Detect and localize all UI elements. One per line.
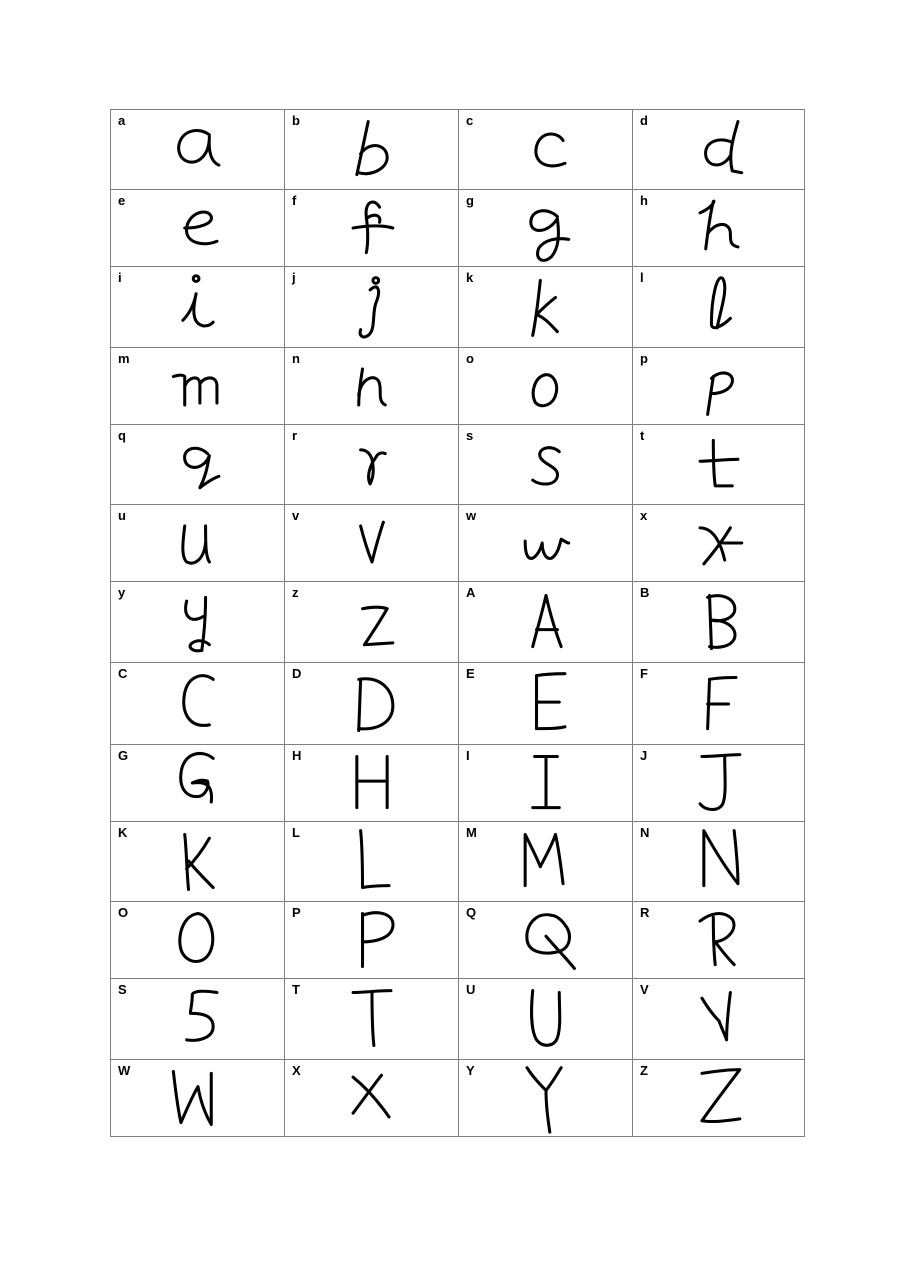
glyph-stroke [711,373,732,394]
letter-label: n [292,351,300,367]
handwritten-glyph [285,1060,458,1136]
handwritten-glyph [459,505,632,581]
handwritten-p-drawing [669,350,769,422]
letter-cell [459,821,633,901]
glyph-stroke [360,831,388,888]
handwritten-glyph [459,348,632,424]
glyph-stroke [701,1069,739,1121]
glyph-stroke [525,540,569,559]
letter-cell [285,663,459,744]
glyph-stroke [188,861,213,888]
letter-label: D [292,666,302,682]
glyph-stroke [703,831,737,886]
letter-cell [633,582,805,663]
handwritten-glyph [111,425,284,504]
handwritten-u-drawing [148,507,248,579]
letter-label: G [118,747,129,763]
letter-cell [633,663,805,744]
letter-cell [633,190,805,267]
letter-cell [285,582,459,663]
glyph-stroke [353,226,393,228]
handwritten-m-drawing [148,350,248,422]
letter-label: P [292,904,301,920]
letter-label: O [118,904,129,920]
letter-label: R [640,904,650,920]
handwritten-glyph [459,582,632,662]
handwritten-T-drawing [322,983,422,1055]
glyph-stroke [178,130,218,165]
alphabet-grid [110,109,805,1137]
letter-cell [285,425,459,505]
glyph-stroke [179,913,212,961]
handwritten-glyph [633,1060,804,1136]
handwritten-glyph [633,425,804,504]
glyph-stroke [525,835,563,886]
handwritten-D-drawing [322,668,422,740]
glyph-stroke [700,459,738,461]
handwritten-glyph [285,745,458,821]
grid-row [111,1059,805,1136]
letter-label: W [118,1062,131,1078]
letter-cell [111,505,285,582]
handwritten-U-drawing [496,983,596,1055]
handwritten-w-drawing [496,507,596,579]
letter-cell [285,744,459,821]
glyph-stroke [532,596,560,647]
glyph-stroke [205,526,209,562]
letter-label: J [640,747,648,763]
handwritten-glyph [111,348,284,424]
letter-label: T [292,981,300,997]
handwritten-M-drawing [496,825,596,897]
glyph-stroke [358,678,392,728]
letter-cell [633,348,805,425]
glyph-stroke [535,134,564,166]
letter-label: v [292,508,300,524]
handwritten-glyph [285,425,458,504]
handwritten-a-drawing [148,114,248,186]
handwritten-H-drawing [322,747,422,819]
letter-label: q [118,428,126,444]
letter-label: E [466,666,475,682]
letter-label: Z [640,1062,648,1078]
letter-label: B [640,585,650,601]
letter-cell [111,348,285,425]
letter-label: r [292,428,298,444]
glyph-stroke [193,276,199,282]
handwritten-V-drawing [669,983,769,1055]
handwritten-v-drawing [322,507,422,579]
handwritten-f-drawing [322,192,422,264]
grid-row [111,425,805,505]
glyph-stroke [709,596,711,649]
handwritten-O-drawing [148,904,248,976]
glyph-stroke [701,754,739,756]
letter-label: w [466,508,477,524]
letter-label: a [118,113,126,128]
handwritten-o-drawing [496,350,596,422]
handwritten-glyph [111,979,284,1059]
handwritten-glyph [111,745,284,821]
handwritten-h-drawing [669,192,769,264]
handwritten-Z-drawing [669,1062,769,1134]
handwritten-glyph [285,663,458,743]
grid-row [111,663,805,744]
letter-label: X [292,1062,301,1078]
handwritten-glyph [633,190,804,266]
handwritten-glyph [459,663,632,743]
letter-label: k [466,270,474,286]
letter-cell [285,1059,459,1136]
glyph-stroke [372,992,374,1045]
glyph-stroke [362,913,392,942]
handwritten-glyph [285,190,458,266]
letter-label: Y [466,1062,475,1078]
letter-cell [459,978,633,1059]
letter-cell [459,190,633,267]
handwritten-R-drawing [669,904,769,976]
glyph-stroke [532,281,540,336]
handwritten-z-drawing [322,586,422,658]
handwritten-glyph [111,582,284,662]
handwritten-n-drawing [322,350,422,422]
letter-cell [459,267,633,348]
letter-label: I [466,747,470,763]
letter-cell [459,582,633,663]
glyph-stroke [530,211,568,261]
handwritten-glyph [459,979,632,1059]
letter-cell [111,978,285,1059]
grid-row [111,582,805,663]
glyph-stroke [709,677,736,679]
glyph-stroke [372,278,378,284]
letter-cell [633,1059,805,1136]
handwritten-glyph [285,110,458,189]
handwritten-glyph [285,348,458,424]
letter-label: U [466,981,476,997]
letter-label: H [292,747,302,763]
letter-cell [285,348,459,425]
glyph-stroke [173,375,184,405]
letter-cell [285,505,459,582]
glyph-stroke [182,294,212,326]
handwritten-glyph [285,979,458,1059]
handwritten-I-drawing [496,747,596,819]
letter-cell [111,425,285,505]
letter-cell [111,821,285,901]
glyph-stroke [707,377,713,415]
handwritten-glyph [633,663,804,743]
letter-label: t [640,428,645,444]
letter-cell [633,821,805,901]
handwritten-glyph [633,267,804,347]
glyph-stroke [536,673,564,675]
letter-label: M [466,824,477,840]
handwritten-S-drawing [148,983,248,1055]
handwritten-glyph [459,190,632,266]
glyph-stroke [703,528,730,564]
handwritten-glyph [633,582,804,662]
letter-cell [111,267,285,348]
handwritten-P-drawing [322,904,422,976]
handwritten-q-drawing [148,429,248,501]
handwritten-glyph [459,1060,632,1136]
letter-label: L [292,824,300,840]
letter-cell [111,110,285,190]
handwritten-glyph [459,110,632,189]
handwritten-glyph [285,902,458,978]
letter-cell [285,821,459,901]
glyph-stroke [707,225,737,248]
letter-cell [111,190,285,267]
handwritten-glyph [111,190,284,266]
letter-label: y [118,585,126,601]
glyph-stroke [730,121,741,172]
letter-label: A [466,585,476,601]
letter-cell [285,901,459,978]
handwritten-d-drawing [669,114,769,186]
handwritten-l-drawing [669,271,769,343]
letter-label: V [640,981,649,997]
glyph-stroke [700,201,714,249]
letter-cell [633,505,805,582]
letter-label: o [466,351,474,367]
letter-cell [111,1059,285,1136]
letter-label: c [466,113,474,128]
letter-cell [459,348,633,425]
letter-cell [633,744,805,821]
glyph-stroke [358,145,386,173]
grid-row [111,505,805,582]
glyph-stroke [183,675,212,725]
handwritten-b-drawing [322,114,422,186]
glyph-stroke [533,375,556,406]
glyph-stroke [531,990,559,1045]
glyph-stroke [711,278,730,328]
handwritten-i-drawing [148,271,248,343]
handwritten-glyph [633,822,804,901]
glyph-stroke [701,992,729,1039]
letter-label: p [640,351,648,367]
letter-label: x [640,508,648,524]
handwritten-glyph [111,505,284,581]
letter-label: u [118,508,126,524]
letter-label: z [292,585,299,601]
letter-label: C [118,666,128,682]
handwritten-glyph [633,110,804,189]
glyph-stroke [526,914,569,952]
handwritten-glyph [111,902,284,978]
handwritten-r-drawing [322,429,422,501]
glyph-stroke [546,1090,550,1132]
glyph-stroke [185,602,203,620]
letter-cell [633,110,805,190]
glyph-stroke [186,991,216,1040]
handwritten-E-drawing [496,668,596,740]
handwritten-glyph [111,822,284,901]
letter-cell [459,425,633,505]
handwritten-L-drawing [322,825,422,897]
grid-row [111,978,805,1059]
handwritten-e-drawing [148,192,248,264]
glyph-stroke [536,726,564,728]
handwritten-glyph [459,902,632,978]
letter-label: h [640,193,648,209]
handwritten-glyph [459,745,632,821]
grid-row [111,190,805,267]
letter-cell [459,1059,633,1136]
handwritten-glyph [285,267,458,347]
handwritten-glyph [285,582,458,662]
handwritten-glyph [633,348,804,424]
letter-cell [459,663,633,744]
grid-row [111,110,805,190]
letter-label: N [640,824,650,840]
handwritten-glyph [111,110,284,189]
letter-label: d [640,113,648,128]
glyph-stroke [182,526,205,563]
letter-label: i [118,270,122,286]
handwritten-s-drawing [496,429,596,501]
letter-cell [111,663,285,744]
letter-cell [633,425,805,505]
handwritten-W-drawing [148,1062,248,1134]
grid-row [111,267,805,348]
letter-label: f [292,193,297,209]
letter-label: l [640,270,644,286]
letter-cell [459,110,633,190]
glyph-stroke [360,287,378,337]
grid-row [111,821,805,901]
letter-label: g [466,193,474,209]
glyph-stroke [700,756,725,809]
glyph-stroke [180,753,212,801]
handwritten-G-drawing [148,747,248,819]
letter-cell [459,505,633,582]
letter-label: m [118,351,130,367]
handwritten-glyph [633,902,804,978]
handwritten-glyph [285,505,458,581]
handwritten-glyph [459,822,632,901]
letter-label: F [640,666,648,682]
glyph-stroke [358,378,385,405]
handwritten-glyph [633,505,804,581]
grid-row [111,348,805,425]
letter-cell [633,978,805,1059]
handwritten-glyph [633,979,804,1059]
glyph-stroke [700,913,734,964]
handwritten-N-drawing [669,825,769,897]
handwritten-B-drawing [669,586,769,658]
handwritten-glyph [459,267,632,347]
letter-cell [285,978,459,1059]
handwritten-glyph [459,425,632,504]
letter-cell [633,267,805,348]
handwritten-g-drawing [496,192,596,264]
glyph-stroke [532,448,559,484]
handwritten-x-drawing [669,507,769,579]
glyph-stroke [360,450,385,484]
letter-cell [633,901,805,978]
handwritten-glyph [111,663,284,743]
letter-cell [285,267,459,348]
grid-row [111,901,805,978]
handwritten-glyph [111,1060,284,1136]
glyph-stroke [184,212,216,244]
handwritten-Q-drawing [496,904,596,976]
glyph-stroke [184,448,218,487]
letter-cell [111,744,285,821]
grid-row [111,744,805,821]
handwritten-F-drawing [669,668,769,740]
handwritten-k-drawing [496,271,596,343]
letter-cell [285,110,459,190]
handwritten-y-drawing [148,586,248,658]
handwritten-glyph [111,267,284,347]
glyph-stroke [353,1077,389,1117]
letter-label: j [292,270,296,286]
glyph-stroke [190,641,209,651]
handwritten-j-drawing [322,271,422,343]
glyph-stroke [705,139,732,164]
glyph-stroke [362,608,392,645]
handwritten-c-drawing [496,114,596,186]
letter-label: Q [466,904,477,920]
handwritten-Y-drawing [496,1062,596,1134]
handwritten-C-drawing [148,668,248,740]
letter-cell [459,901,633,978]
handwritten-glyph [633,745,804,821]
glyph-stroke [184,378,199,403]
letter-cell [285,190,459,267]
handwritten-X-drawing [322,1062,422,1134]
handwritten-t-drawing [669,429,769,501]
glyph-stroke [173,1071,211,1124]
handwritten-J-drawing [669,747,769,819]
handwritten-A-drawing [496,586,596,658]
glyph-stroke [713,440,732,485]
letter-cell [459,744,633,821]
handwritten-glyph [285,822,458,901]
handwritten-K-drawing [148,825,248,897]
letter-label: s [466,428,474,444]
letter-label: K [118,824,128,840]
letter-cell [111,582,285,663]
glyph-stroke [536,298,557,332]
letter-cell [111,901,285,978]
glyph-stroke [358,679,360,730]
glyph-stroke [713,917,715,964]
glyph-stroke [199,378,216,403]
letter-label: S [118,981,127,997]
glyph-stroke [360,523,383,563]
glyph-stroke [527,1068,561,1091]
letter-label: b [292,113,300,128]
letter-label: e [118,193,126,209]
